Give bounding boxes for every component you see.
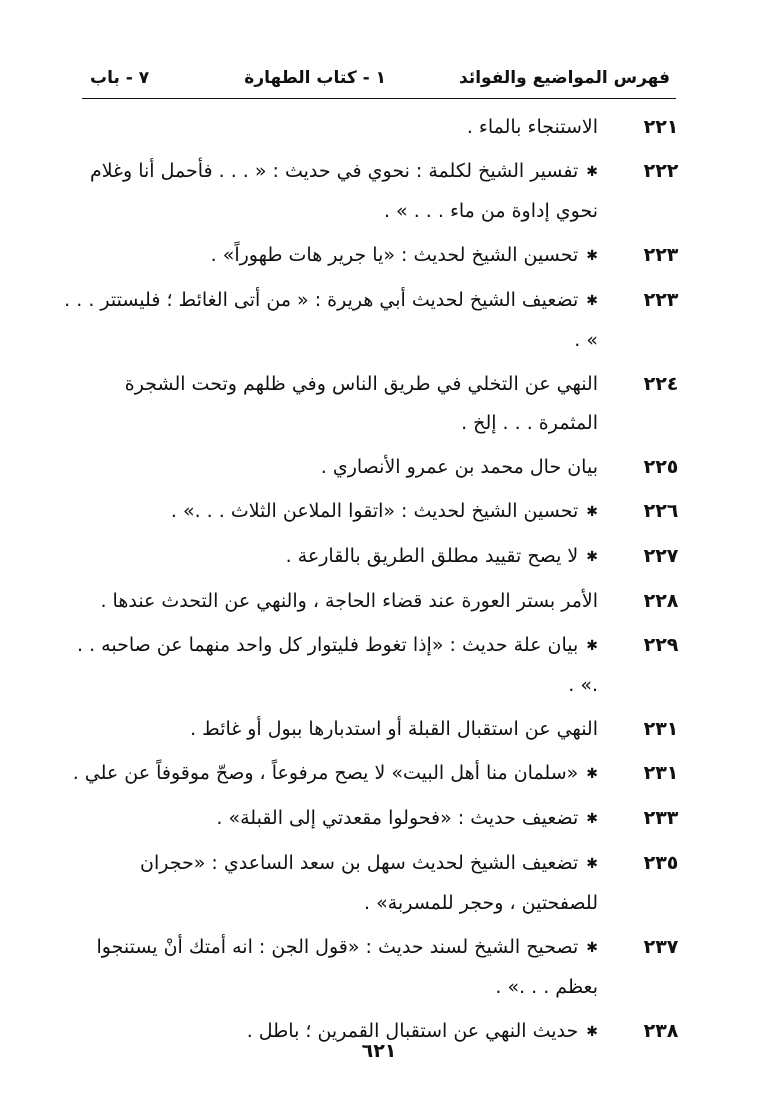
index-entry [60, 448, 686, 487]
entry-text: بيان علة حديث : «إذا تغوط فليتوار كل واحد منهما عن صاحبه . . .» . [77, 634, 598, 696]
index-entry [60, 236, 686, 276]
index-entry [60, 365, 686, 443]
index-entry [60, 844, 686, 923]
entry-page-number: ٢٢٦ [643, 500, 679, 522]
entry-page-number: ٢٢١ [643, 116, 679, 138]
entry-page-number: ٢٢٣ [643, 289, 679, 311]
entry-text: تضعيف الشيخ لحديث سهل بن سعد الساعدي : «حجران للصفحتين ، وحجر للمسربة» . [140, 852, 598, 914]
entry-text: تضعيف الشيخ لحديث أبي هريرة : « من أتى الغائط ؛ فليستتر . . . » . [64, 289, 598, 351]
asterisk-icon: ✱ [586, 293, 598, 309]
entry-text: تفسير الشيخ لكلمة : نحوي في حديث : « . . . فأحمل أنا وغلام نحوي إداوة من ماء . . . » . [89, 160, 598, 222]
index-entry [60, 582, 686, 621]
entry-text: الاستنجاء بالماء . [466, 116, 598, 138]
entry-page-number: ٢٣٧ [643, 936, 679, 958]
entry-page-number: ٢٢٣ [643, 244, 679, 266]
entry-page-number: ٢٢٩ [643, 634, 679, 656]
index-entry [60, 492, 686, 532]
index-entry [60, 754, 686, 794]
entry-page-number: ٢٢٥ [643, 456, 679, 478]
header-rule [82, 98, 676, 99]
index-entry [60, 626, 686, 705]
entry-text: تصحيح الشيخ لسند حديث : «قول الجن : انه أمتك أنْ يستنجوا بعظم . . .» . [96, 936, 598, 998]
index-entry [60, 108, 686, 147]
entry-page-number: ٢٢٤ [643, 373, 679, 395]
running-header [82, 62, 676, 94]
entry-text: بيان حال محمد بن عمرو الأنصاري . [320, 456, 598, 478]
index-list [60, 108, 686, 1057]
index-entry [60, 710, 686, 749]
asterisk-icon: ✱ [586, 766, 598, 782]
asterisk-icon: ✱ [586, 504, 598, 520]
index-entry [60, 281, 686, 360]
entry-text: حديث النهي عن استقبال القمرين ؛ باطل . [246, 1020, 579, 1042]
asterisk-icon: ✱ [586, 856, 598, 872]
entry-page-number: ٢٣٣ [643, 807, 679, 829]
entry-text: تحسين الشيخ لحديث : «اتقوا الملاعن الثلاث . . .» . [170, 500, 579, 522]
asterisk-icon: ✱ [586, 940, 598, 956]
entry-text: لا يصح تقييد مطلق الطريق بالقارعة . [285, 545, 579, 567]
entry-text: تحسين الشيخ لحديث : «يا جرير هات طهوراً» . [210, 244, 579, 266]
entry-page-number: ٢٣١ [643, 762, 679, 784]
asterisk-icon: ✱ [586, 248, 598, 264]
entry-page-number: ٢٢٢ [643, 160, 679, 182]
header-chapter: ٧ - باب [90, 68, 150, 88]
entry-page-number: ٢٣٨ [643, 1020, 679, 1042]
page-number: ٦٢١ [361, 1040, 397, 1062]
index-entry [60, 537, 686, 577]
asterisk-icon: ✱ [586, 1024, 598, 1040]
entry-text: النهي عن التخلي في طريق الناس وفي ظلهم وتحت الشجرة المثمرة . . . إلخ . [124, 373, 598, 434]
entry-page-number: ٢٣١ [643, 718, 679, 740]
header-book-title: ١ - كتاب الطهارة [244, 68, 386, 88]
entry-page-number: ٢٣٥ [643, 852, 679, 874]
asterisk-icon: ✱ [586, 549, 598, 565]
entry-text: «سلمان منا أهل البيت» لا يصح مرفوعاً ، وصحّ موقوفاً عن علي . [72, 762, 579, 784]
entry-text: النهي عن استقبال القبلة أو استدبارها ببول أو غائط . [190, 718, 598, 740]
index-entry [60, 928, 686, 1007]
index-entry [60, 152, 686, 231]
index-entry [60, 799, 686, 839]
entry-text: الأمر بستر العورة عند قضاء الحاجة ، والنهي عن التحدث عندها . [100, 590, 598, 612]
entry-page-number: ٢٢٨ [643, 590, 679, 612]
entry-text: تضعيف حديث : «فحولوا مقعدتي إلى القبلة» . [216, 807, 579, 829]
asterisk-icon: ✱ [586, 638, 598, 654]
asterisk-icon: ✱ [586, 811, 598, 827]
header-index-title: فهرس المواضيع والفوائد [459, 68, 670, 88]
entry-page-number: ٢٢٧ [643, 545, 679, 567]
asterisk-icon: ✱ [586, 164, 598, 180]
